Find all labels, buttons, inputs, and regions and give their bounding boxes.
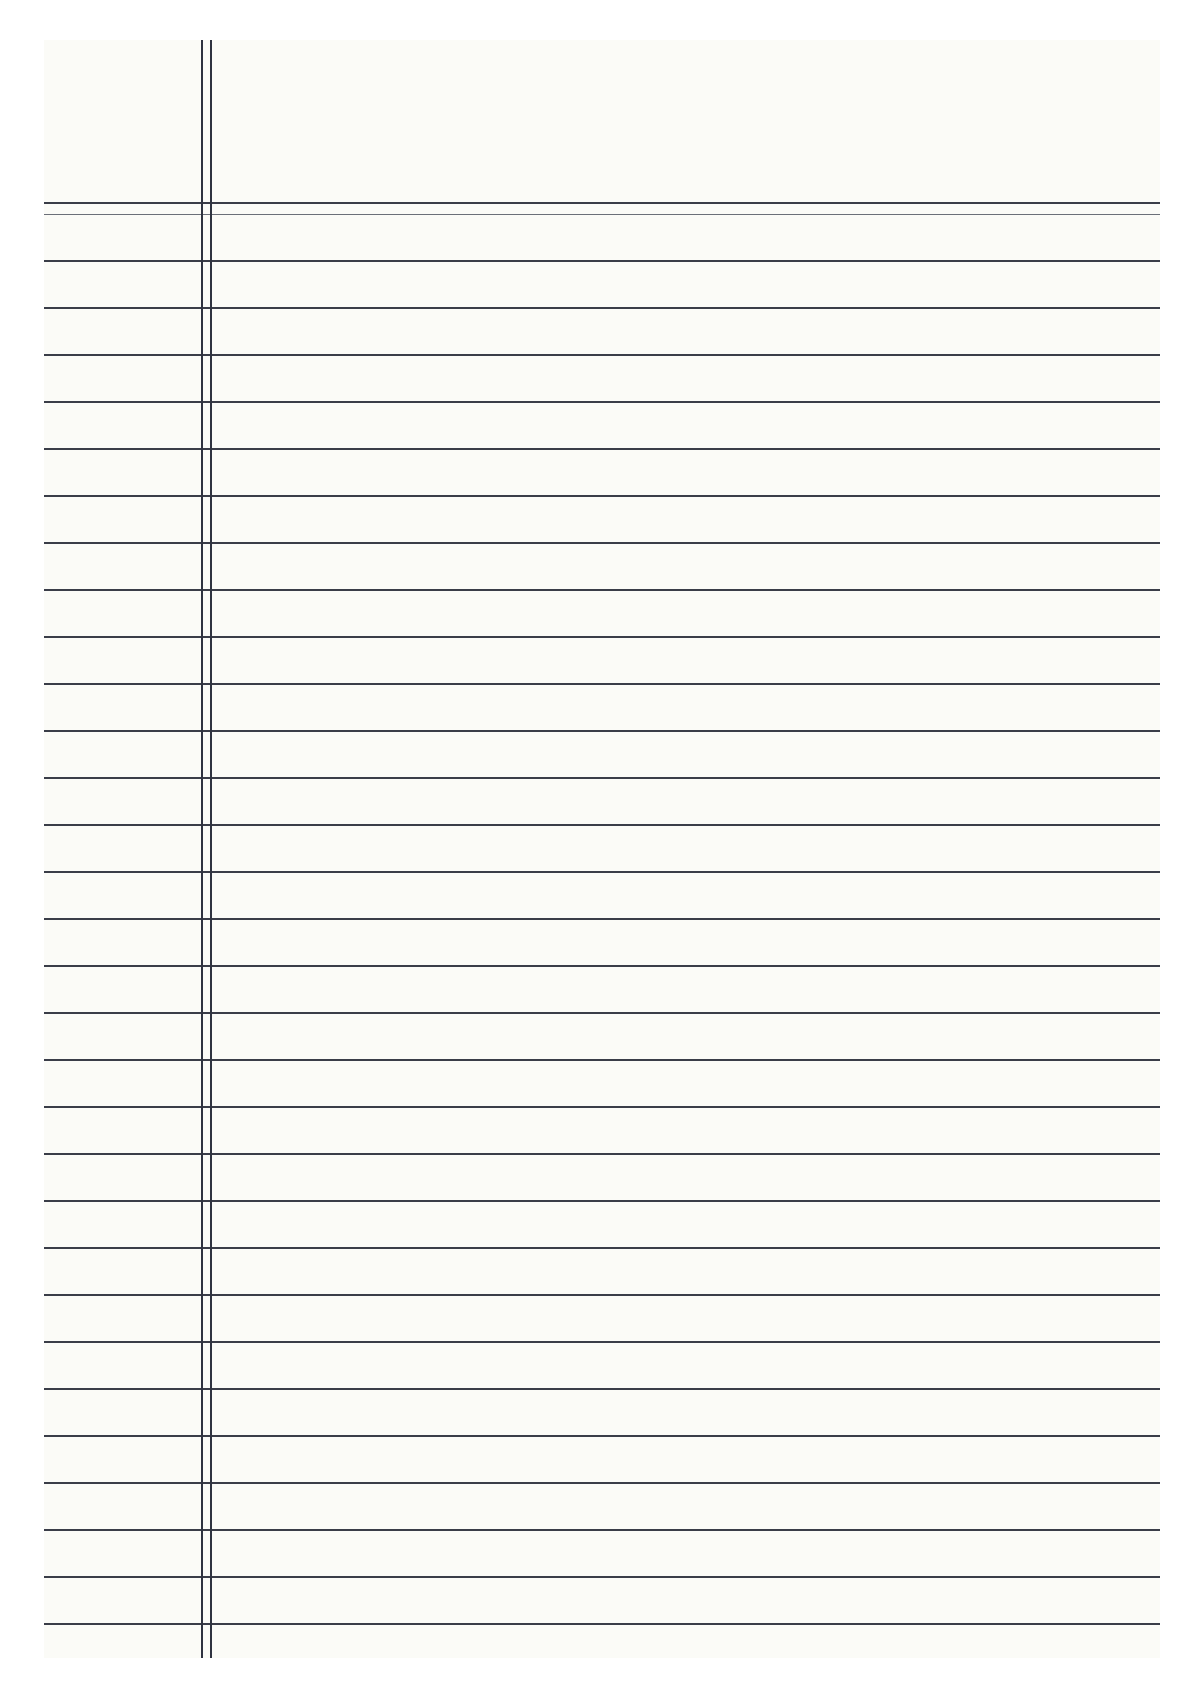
- notebook-page: [44, 40, 1160, 1658]
- margin-line: [201, 40, 203, 1658]
- margin-line: [210, 40, 212, 1658]
